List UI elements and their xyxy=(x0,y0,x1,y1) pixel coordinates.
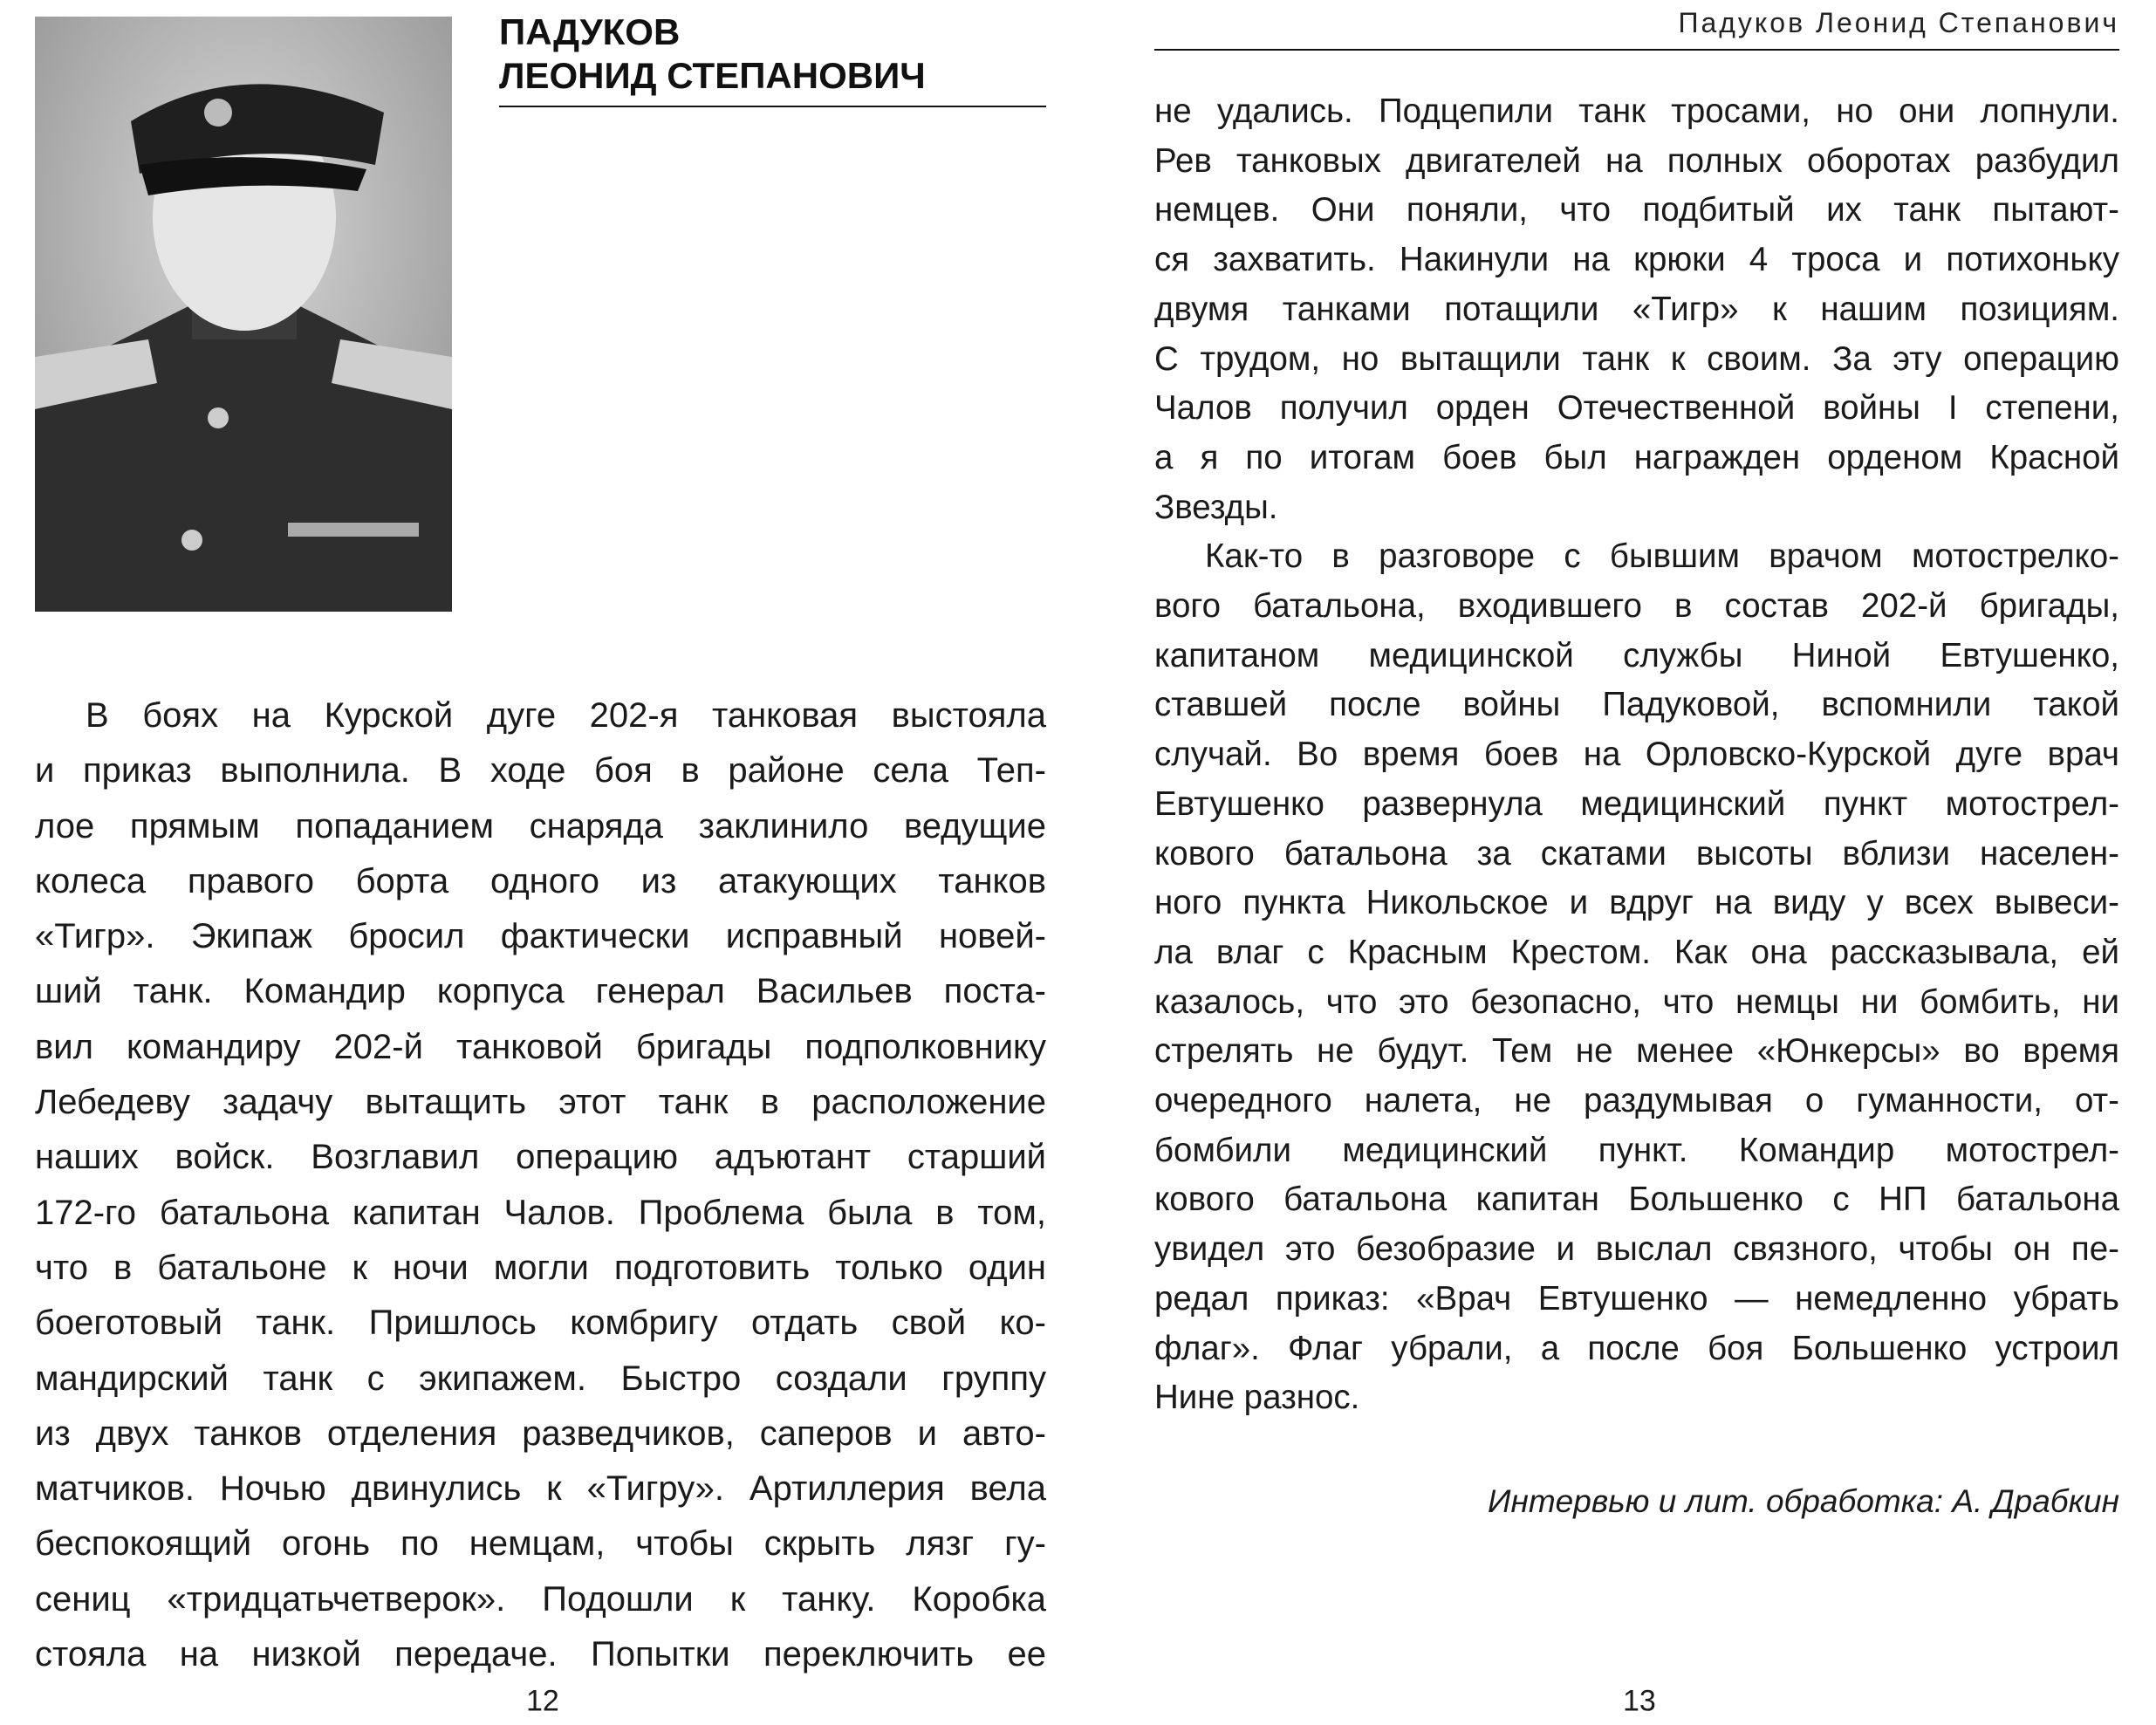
text-line: вого батальона, входившего в состав 202-й бригады, xyxy=(1154,587,2119,626)
text-line: Евтушенко развернула медицинский пункт мотострел- xyxy=(1154,784,2119,823)
portrait-photo xyxy=(35,17,452,612)
text-line: а я по итогам боев был награжден орденом Красной xyxy=(1154,438,2119,476)
text-line: немцев. Они поняли, что подбитый их танк пытают- xyxy=(1154,191,2119,229)
interview-credit: Интервью и лит. обработка: А. Драбкин xyxy=(1488,1483,2119,1519)
text-line: Как-то в разговоре с бывшим врачом мотострелко- xyxy=(1205,537,2119,576)
text-line: флаг». Флаг убрали, а после боя Большенко устроил xyxy=(1154,1329,2119,1367)
left-page-text xyxy=(35,688,1046,1682)
text-line: Лебедеву задачу вытащить этот танк в расположение xyxy=(35,1083,1046,1122)
text-line: ся захватить. Накинули на крюки 4 троса и потихоньку xyxy=(1154,241,2119,279)
text-line: что в батальоне к ночи могли подготовить только один xyxy=(35,1248,1046,1287)
text-line: и приказ выполнила. В ходе боя в районе села Теп- xyxy=(35,751,1046,791)
running-head-divider xyxy=(1154,49,2119,51)
text-line: В боях на Курской дуге 202-я танковая выстояла xyxy=(86,696,1046,735)
text-line: сениц «тридцатьчетверок». Подошли к танку. Коробка xyxy=(35,1579,1046,1619)
text-line: увидел это безобразие и выслал связного, чтобы он пе- xyxy=(1154,1230,2119,1269)
text-line: ставшей после войны Падуковой, вспомнили такой xyxy=(1154,686,2119,724)
text-line: вил командиру 202-й танковой бригады подполковнику xyxy=(35,1027,1046,1066)
running-head: Падуков Леонид Степанович xyxy=(1678,7,2119,38)
text-line: колеса правого борта одного из атакующих танков xyxy=(35,861,1046,900)
text-line: не удались. Подцепили танк тросами, но они лопнули. xyxy=(1154,92,2119,130)
text-line: капитаном медицинской службы Ниной Евтушенко, xyxy=(1154,636,2119,674)
text-line: двумя танками потащили «Тигр» к нашим позициям. xyxy=(1154,290,2119,328)
text-line: «Тигр». Экипаж бросил фактически исправный новей- xyxy=(35,917,1046,956)
title-surname: ПАДУКОВ xyxy=(499,11,681,52)
text-line: кового батальона за скатами высоты вблизи населен- xyxy=(1154,834,2119,873)
text-line: ла влаг с Красным Крестом. Как она рассказывала, ей xyxy=(1154,933,2119,971)
text-line: наших войск. Возглавил операцию адъютант старший xyxy=(35,1138,1046,1177)
text-line: беспокоящий огонь по немцам, чтобы скрыть лязг гу- xyxy=(35,1524,1046,1564)
text-line: Чалов получил орден Отечественной войны I степени, xyxy=(1154,389,2119,428)
text-line: боеготовый танк. Пришлось комбригу отдать свой ко- xyxy=(35,1304,1046,1343)
text-line: кового батальона капитан Большенко с НП батальона xyxy=(1154,1181,2119,1219)
text-line: случай. Во время боев на Орловско-Курской дуге врач xyxy=(1154,736,2119,774)
text-line: редал приказ: «Врач Евтушенко — немедленно убрать xyxy=(1154,1279,2119,1318)
text-line: С трудом, но вытащили танк к своим. За эту операцию xyxy=(1154,339,2119,378)
text-line: мандирский танк с экипажем. Быстро создали группу xyxy=(35,1359,1046,1398)
text-line: бомбили медицинский пункт. Командир мотострел- xyxy=(1154,1131,2119,1169)
text-line: Звезды. xyxy=(1154,488,1278,526)
text-line: из двух танков отделения разведчиков, саперов и авто- xyxy=(35,1414,1046,1453)
page-number-right: 13 xyxy=(1623,1684,1656,1718)
page-number-left: 12 xyxy=(526,1684,559,1718)
text-line: казалось, что это безопасно, что немцы ни бомбить, ни xyxy=(1154,982,2119,1021)
text-line: стояла на низкой передаче. Попытки переключить ее xyxy=(35,1635,1046,1674)
title-divider xyxy=(499,106,1046,107)
right-page-text xyxy=(1154,87,2119,1423)
text-line: 172-го батальона капитан Чалов. Проблема была в том, xyxy=(35,1193,1046,1232)
text-line: стрелять не будут. Тем не менее «Юнкерсы» во время xyxy=(1154,1032,2119,1071)
text-line: очередного налета, не раздумывая о гуманности, от- xyxy=(1154,1082,2119,1120)
text-line: лое прямым попаданием снаряда заклинило ведущие xyxy=(35,806,1046,845)
text-line: Нине разнос. xyxy=(1154,1379,1360,1417)
title-given-names: ЛЕОНИД СТЕПАНОВИЧ xyxy=(499,55,926,96)
chapter-title xyxy=(499,10,926,98)
text-line: ного пункта Никольское и вдруг на виду у всех вывеси- xyxy=(1154,884,2119,922)
text-line: ший танк. Командир корпуса генерал Васильев поста- xyxy=(35,972,1046,1011)
text-line: матчиков. Ночью двинулись к «Тигру». Артиллерия вела xyxy=(35,1469,1046,1509)
text-line: Рев танковых двигателей на полных оборотах разбудил xyxy=(1154,141,2119,180)
